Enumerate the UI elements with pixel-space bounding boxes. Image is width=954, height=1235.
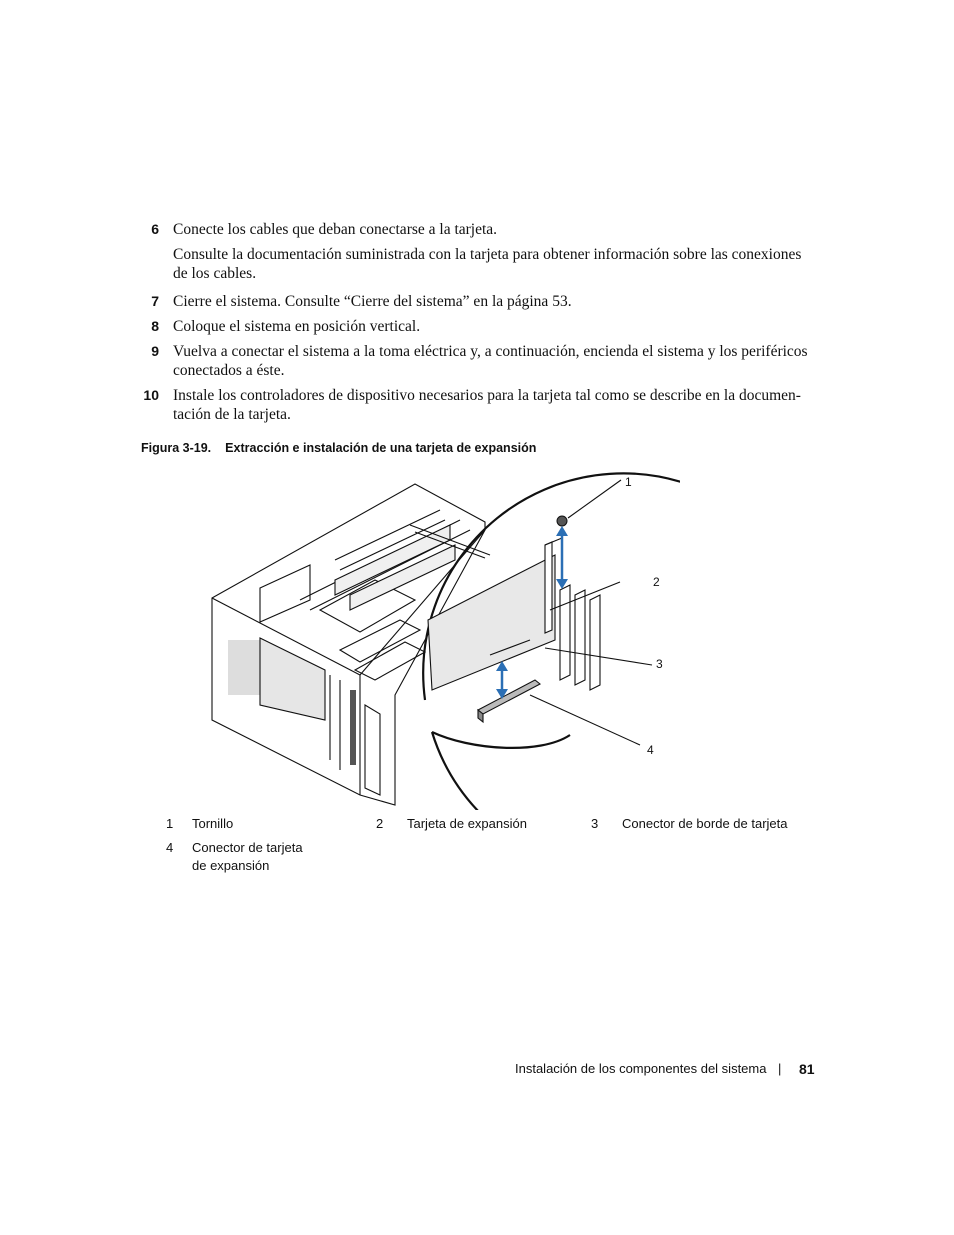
callout-4: 4 — [647, 743, 654, 757]
legend-number: 2 — [376, 816, 384, 831]
figure-label: Figura 3-19. — [141, 441, 212, 455]
figure-caption — [141, 441, 536, 455]
step-number: 9 — [151, 343, 159, 359]
step-text: Cierre el sistema. Consulte “Cierre del sistema” en la página 53. — [173, 293, 572, 310]
step-text: Vuelva a conectar el sistema a la toma eléctrica y, a continuación, encienda el sistema y los periféricos conectados a éste. — [173, 343, 808, 379]
step-text: Instale los controladores de dispositivo necesarios para la tarjeta tal como se describe en la documen-tación de la tarjeta. — [173, 387, 801, 423]
page-number: 81 — [799, 1061, 815, 1077]
figure-title: Extracción e instalación de una tarjeta de expansión — [225, 441, 537, 455]
legend-text: Tarjeta de expansión — [407, 816, 527, 831]
step-text: Consulte la documentación suministrada con la tarjeta para obtener información sobre las conexiones de los cables. — [173, 246, 802, 282]
step-text: Coloque el sistema en posición vertical. — [173, 318, 421, 335]
legend-number: 1 — [166, 816, 174, 831]
step-number: 10 — [143, 387, 159, 403]
legend-number: 3 — [591, 816, 599, 831]
step-number: 7 — [151, 293, 159, 309]
footer-separator: | — [778, 1061, 782, 1076]
screw-icon — [557, 516, 567, 526]
callout-3: 3 — [656, 657, 663, 671]
legend-text: Conector de tarjeta de expansión — [192, 840, 303, 873]
step-text: Conecte los cables que deban conectarse a la tarjeta. — [173, 221, 498, 238]
step-number: 8 — [151, 318, 159, 334]
callout-2: 2 — [653, 575, 660, 589]
legend-text: Tornillo — [192, 816, 234, 831]
legend-number: 4 — [166, 840, 174, 855]
callout-1: 1 — [625, 475, 632, 489]
step-number: 6 — [151, 221, 159, 237]
footer-section: Instalación de los componentes del sistema — [515, 1061, 767, 1076]
running-footer — [515, 1061, 766, 1076]
expansion-card-illustration — [200, 470, 680, 810]
legend-text: Conector de borde de tarjeta — [622, 816, 788, 831]
